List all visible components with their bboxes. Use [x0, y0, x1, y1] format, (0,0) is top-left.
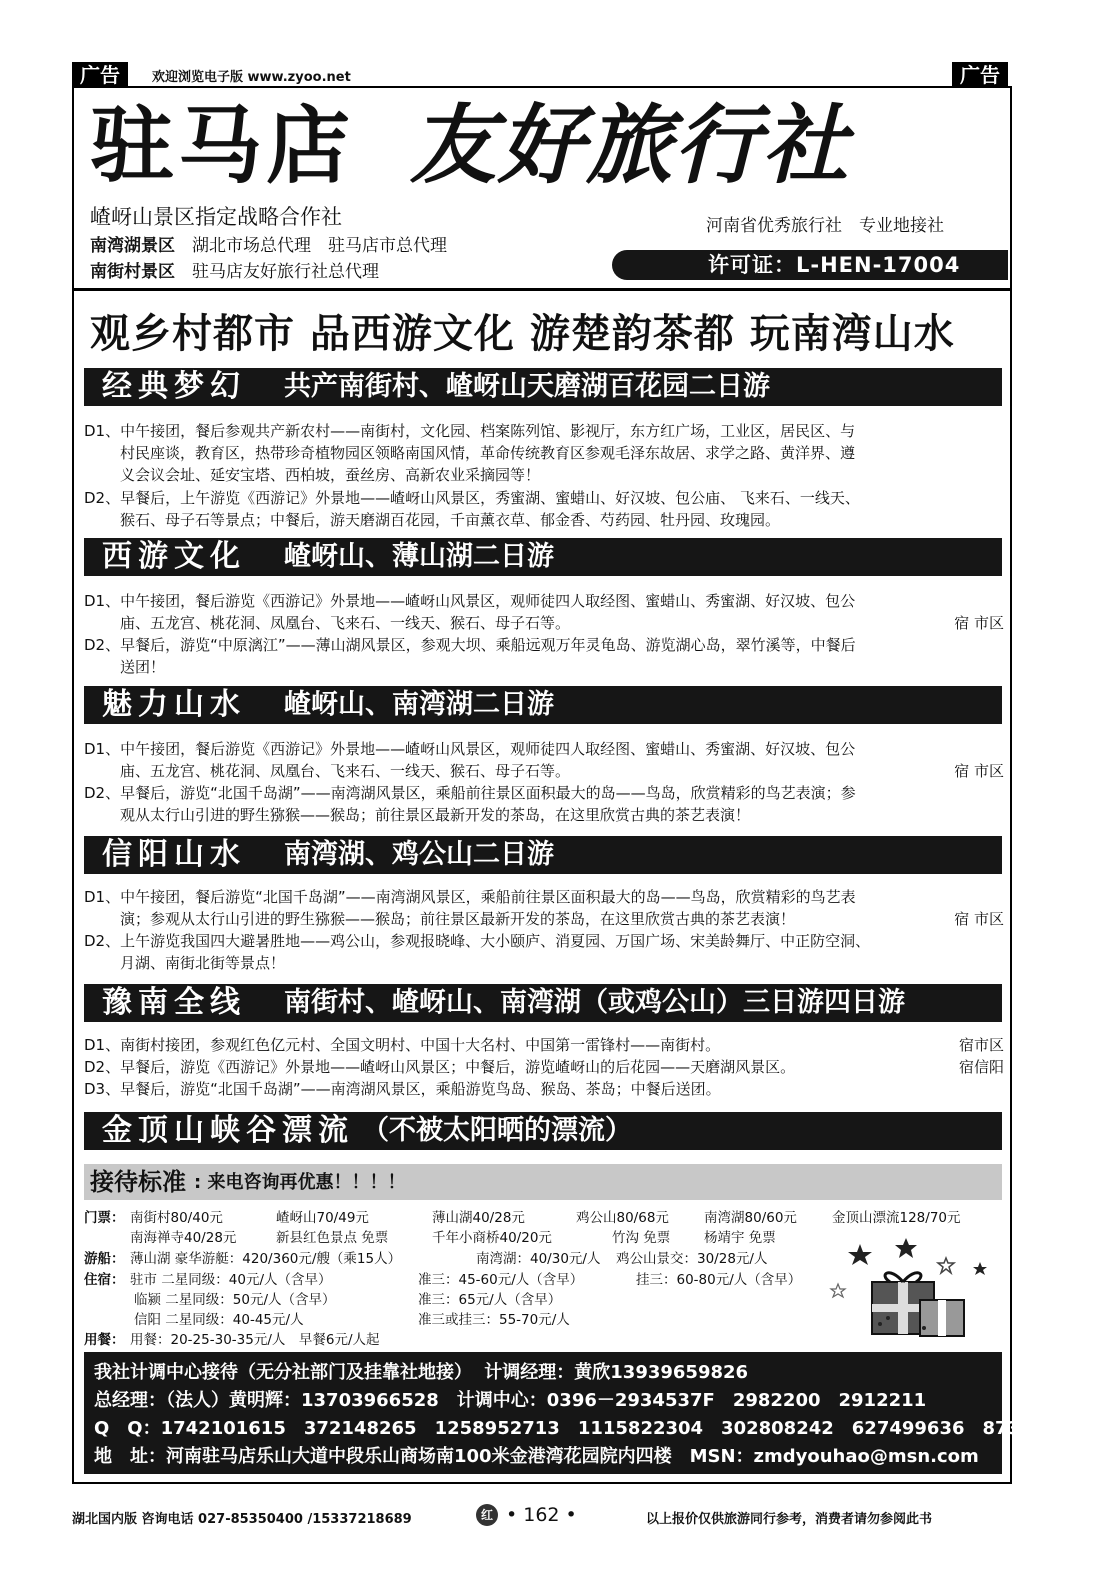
- ad-tag-left: 广告: [72, 62, 128, 88]
- price-item: 鸡公山80/68元: [576, 1210, 669, 1226]
- price-item: 准三或挂三：55-70元/人: [418, 1312, 570, 1328]
- tour-title: 嵖岈山、薄山湖二日游: [284, 541, 554, 572]
- itinerary-line: D1、中午接团，餐后参观共产新农村——南街村，文化园、档案陈列馆、影视厅，东方红广场，工业区，居民区、与: [84, 422, 856, 440]
- stay-note: 宿 市区: [954, 614, 1004, 632]
- city-title: 驻马店: [90, 97, 355, 195]
- price-item: 南湾湖80/60元: [704, 1210, 797, 1226]
- itinerary-line: D3、早餐后，游览“北国千岛湖”——南湾湖风景区，乘船游览鸟岛、猴岛、茶岛；中餐后送团。: [84, 1080, 721, 1098]
- tour-label: 西游文化: [102, 539, 246, 574]
- agent-line-1: [90, 234, 447, 258]
- itinerary-line: D2、早餐后，游览“北国千岛湖”——南湾湖风景区，乘船前往景区面积最大的岛——鸟岛，欣赏精彩的鸟艺表演；参: [84, 784, 856, 802]
- tour-title: 南湾湖、鸡公山二日游: [284, 839, 554, 870]
- contact-line-1: [94, 1360, 748, 1386]
- stay-note: 宿 市区: [954, 910, 1004, 928]
- itinerary-line: 庙、五龙宫、桃花洞、凤凰台、飞来石、一线天、猴石、母子石等。: [120, 762, 571, 780]
- qq-label: Q Q：: [94, 1418, 161, 1439]
- itinerary-line: 月湖、南街北街等景点！: [120, 954, 286, 972]
- tour-bar-2: [84, 538, 1002, 576]
- itinerary-line: 庙、五龙宫、桃花洞、凤凰台、飞来石、一线天、猴石、母子石等。: [120, 614, 571, 632]
- price-item: 挂三：60-80元/人（含早）: [636, 1272, 802, 1288]
- price-item: 南海禅寺40/28元: [130, 1230, 237, 1246]
- itinerary-line: D1、中午接团，餐后游览“北国千岛湖”——南湾湖风景区，乘船前往景区面积最大的岛——鸟岛，欣赏精彩的鸟艺表: [84, 888, 856, 906]
- page-number: • 162 •: [506, 1504, 577, 1526]
- ticket-label: 门票：: [84, 1210, 125, 1226]
- itinerary-line: D1、中午接团，餐后游览《西游记》外景地——嵖岈山风景区，观师徒四人取经图、蜜蜡山、秀蜜湖、好汉坡、包公: [84, 740, 856, 758]
- tour-title: 嵖岈山、南湾湖二日游: [284, 689, 554, 720]
- footer-edition: 湖北国内版 咨询电话 027-85350400 /15337218689: [72, 1512, 412, 1527]
- address-text: 河南驻马店乐山大道中段乐山商场南100米金港湾花园院内四楼 MSN：zmdyouhao@msn.com: [166, 1446, 979, 1467]
- price-item: 准三：45-60元/人（含早）: [418, 1272, 584, 1288]
- stay-note: 宿市区: [958, 1036, 1004, 1054]
- hotel-label: 住宿：: [84, 1272, 125, 1288]
- header-divider: [72, 288, 1012, 291]
- itinerary-line: D2、早餐后，游览《西游记》外景地——嵖岈山风景区；中餐后，游览嵖岈山的后花园——天磨湖风景区。: [84, 1058, 796, 1076]
- price-item: 薄山湖40/28元: [432, 1210, 525, 1226]
- welcome-text: 欢迎浏览电子版 www.zyoo.net: [152, 70, 351, 85]
- itinerary-line: 演；参观从太行山引进的野生猕猴——猴岛；前往景区最新开发的茶岛，在这里欣赏古典的茶艺表演！: [120, 910, 796, 928]
- price-item: 新县红色景点 免票: [276, 1230, 389, 1246]
- contact-desk: 我社计调中心接待（无分社部门及挂靠社地接）: [94, 1362, 472, 1383]
- honors-line: 河南省优秀旅行社 专业地接社: [706, 216, 944, 236]
- footer-note: 以上报价仅供旅游同行参考，消费者请勿参阅此书: [646, 1512, 933, 1527]
- qq-numbers: 1742101615 372148265 1258952713 1115822304 302808242 627499636 873550279: [160, 1418, 1096, 1439]
- itinerary-line: 观从太行山引进的野生猕猴——猴岛；前往景区最新开发的茶岛，在这里欣赏古典的茶艺表演！: [120, 806, 751, 824]
- address-label: 地 址：: [94, 1446, 166, 1467]
- rafting-bar: [84, 1112, 1002, 1150]
- agent-label-1: 南湾湖景区: [90, 236, 175, 256]
- tour-label: 魅力山水: [102, 687, 246, 722]
- itinerary-line: D1、中午接团，餐后游览《西游记》外景地——嵖岈山风景区，观师徒四人取经图、蜜蜡山、秀蜜湖、好汉坡、包公: [84, 592, 856, 610]
- price-item: 金顶山漂流128/70元: [832, 1210, 961, 1226]
- tour-label: 豫南全线: [102, 985, 246, 1020]
- price-item: 驻市 二星同级：40元/人（含早）: [130, 1272, 332, 1288]
- boat-label: 游船：: [84, 1251, 125, 1267]
- footer-badge: 红: [476, 1504, 498, 1526]
- itinerary-line: 送团！: [120, 658, 166, 676]
- tour-title: 共产南街村、嵖岈山天磨湖百花园二日游: [284, 371, 770, 402]
- itinerary-line: 村民座谈，教育区，热带珍奇植物园区领略南国风情，革命传统教育区参观毛泽东故居、求学之路、黄洋界、遵: [120, 444, 856, 462]
- price-item: 准三：65元/人（含早）: [418, 1292, 562, 1308]
- tour-label: 信阳山水: [102, 837, 246, 872]
- stay-note: 宿信阳: [958, 1058, 1004, 1076]
- rafting-label: 金顶山峡谷漂流: [102, 1113, 354, 1148]
- itinerary-line: D2、上午游览我国四大避暑胜地——鸡公山，参观报晓峰、大小颐庐、消夏园、万国广场、宋美龄舞厅、中正防空洞、: [84, 932, 871, 950]
- rafting-title: （不被太阳晒的漂流）: [362, 1115, 632, 1146]
- tour-bar-3: [84, 686, 1002, 724]
- contact-address-line: [94, 1444, 979, 1470]
- price-item: 鸡公山景交：30/28元/人: [616, 1251, 768, 1267]
- price-item: 竹沟 免票: [612, 1230, 671, 1246]
- agent-line-2: [90, 260, 379, 284]
- tour-label: 经典梦幻: [102, 369, 246, 404]
- standard-bar: [84, 1164, 1002, 1200]
- stay-note: 宿 市区: [954, 762, 1004, 780]
- meal-label: 用餐：: [84, 1332, 125, 1348]
- tour-bar-5: [84, 984, 1002, 1022]
- partner-line: 嵖岈山景区指定战略合作社: [90, 205, 342, 229]
- price-item: 嵖岈山70/49元: [276, 1210, 369, 1226]
- tour-bar-1: [84, 368, 1002, 406]
- itinerary-line: 义会议会址、延安宝塔、西柏坡，蚕丝房、高新农业采摘园等！: [120, 466, 541, 484]
- agent-text-1: 湖北市场总代理 驻马店市总代理: [192, 236, 447, 256]
- agent-text-2: 驻马店友好旅行社总代理: [192, 262, 379, 282]
- contact-qq-line: [94, 1416, 1095, 1442]
- star-icon: [973, 1262, 987, 1275]
- tour-bar-4: [84, 836, 1002, 874]
- standard-title: 接待标准: [90, 1168, 186, 1196]
- star-icon: [895, 1238, 917, 1258]
- price-item: 杨靖宇 免票: [704, 1230, 776, 1246]
- itinerary-line: D1、南街村接团，参观红色亿元村、全国文明村、中国十大名村、中国第一雷锋村——南街村。: [84, 1036, 721, 1054]
- contact-manager: 计调经理：黄欣13939659826: [484, 1362, 749, 1383]
- meal-prices: 用餐：20-25-30-35元/人 早餐6元/人起: [130, 1332, 380, 1348]
- price-item: 南街村80/40元: [130, 1210, 223, 1226]
- star-icon: [848, 1244, 872, 1265]
- price-item: 南湾湖：40/30元/人: [476, 1251, 601, 1267]
- agent-label-2: 南街村景区: [90, 262, 175, 282]
- price-item: 薄山湖 豪华游艇：420/360元/艘（乘15人）: [130, 1251, 402, 1267]
- ad-tag-right: 广告: [952, 62, 1008, 88]
- price-item: 临颍 二星同级：50元/人（含早）: [134, 1292, 336, 1308]
- contact-bar: [84, 1352, 1096, 1474]
- tour-title: 南街村、嵖岈山、南湾湖（或鸡公山）三日游四日游: [284, 987, 905, 1018]
- brand-title: 友好旅行社: [410, 95, 850, 196]
- slogan: 观乡村都市 品西游文化 游楚韵茶都 玩南湾山水: [90, 310, 955, 357]
- price-item: 千年小商桥40/20元: [432, 1230, 552, 1246]
- itinerary-line: D2、早餐后，上午游览《西游记》外景地——嵖岈山风景区，秀蜜湖、蜜蜡山、好汉坡、包公庙、 飞来石、一线天、: [84, 489, 860, 507]
- standard-sub: : 来电咨询再优惠！！！！: [194, 1172, 406, 1193]
- license-badge: 许可证：L-HEN-17004: [612, 250, 1008, 280]
- star-icon: [938, 1258, 954, 1273]
- itinerary-line: 猴石、母子石等景点；中餐后，游天磨湖百花园，千亩薰衣草、郁金香、芍药园、牡丹园、玫瑰园。: [120, 511, 781, 529]
- itinerary-line: D2、早餐后，游览“中原漓江”——薄山湖风景区，参观大坝、乘船远观万年灵龟岛、游览湖心岛，翠竹溪等，中餐后: [84, 636, 856, 654]
- star-icon: [831, 1284, 845, 1297]
- price-item: 信阳 二星同级：40-45元/人: [134, 1312, 304, 1328]
- gift-illustration: [820, 1232, 1000, 1350]
- contact-line-2: 总经理：（法人）黄明辉：13703966528 计调中心：0396－2934537F 2982200 2912211: [94, 1390, 927, 1411]
